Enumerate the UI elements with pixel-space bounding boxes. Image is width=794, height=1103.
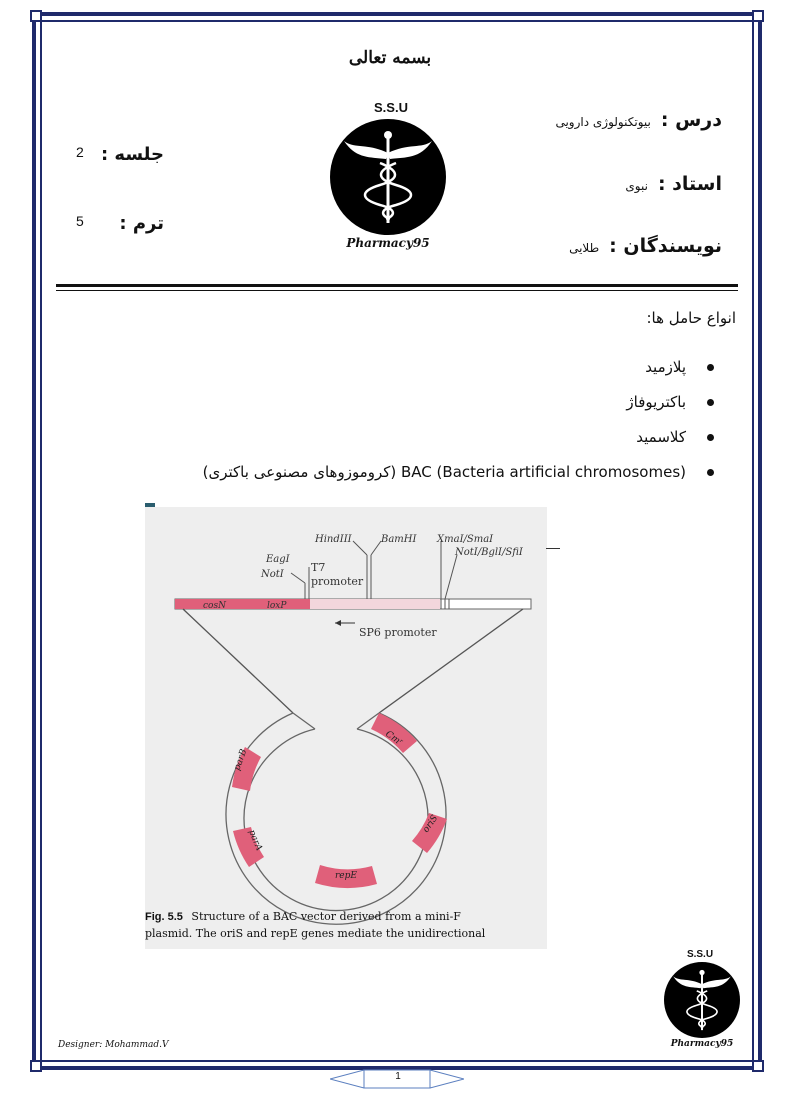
para-label: parA (246, 828, 264, 853)
instructor-label: استاد : (657, 173, 722, 195)
course-label: درس : (660, 109, 722, 131)
term-field (76, 213, 186, 237)
instructor-field (625, 173, 722, 195)
vector-types-list (114, 356, 714, 496)
caduceus-icon (664, 962, 740, 1038)
bac-vector-figure (145, 507, 547, 949)
figure-caption-line1: Fig. 5.5 Structure of a BAC vector derived from a mini-F (145, 910, 461, 923)
header-divider-thin (56, 290, 738, 291)
cmr-label: Cmʳ (383, 729, 405, 749)
authors-field (569, 235, 722, 257)
footer-logo-top-label: S.S.U (686, 949, 714, 960)
repe-label: repE (335, 871, 357, 881)
caduceus-icon (330, 119, 446, 235)
list-item: BAC (Bacteria artificial chromosomes) (کروموزوهای مصنوعی باکتری) (114, 461, 714, 496)
frame-corner-ornament (752, 1060, 764, 1072)
footer-logo-caption: Pharmacy95 (670, 1039, 734, 1049)
hindiii-label: HindIII (315, 534, 352, 545)
polylinker-segment (310, 599, 440, 609)
footer-pharmacy-logo (664, 962, 740, 1038)
frame-corner-ornament (30, 1060, 42, 1072)
logo-top-label: S.S.U (374, 100, 408, 115)
sp6-promoter-label: SP6 promoter (359, 626, 437, 639)
eagi-label: EagI (266, 554, 290, 565)
authors-value: طلایی (569, 241, 600, 255)
oris-label: oriS (421, 813, 441, 835)
logo-caption: Pharmacy95 (346, 236, 430, 250)
figure-caption-line2: plasmid. The oriS and repE genes mediate the unidirectional (145, 927, 486, 940)
xmai-smai-label: XmaI/SmaI (437, 534, 494, 545)
header-divider (56, 284, 738, 287)
session-label: جلسه : (100, 144, 164, 165)
frame-corner-ornament (752, 10, 764, 22)
basmala-heading: بسمه تعالی (348, 48, 432, 68)
figure-side-dash (546, 548, 560, 549)
frame-corner-ornament (30, 10, 42, 22)
list-item: پلازمید (114, 356, 714, 391)
page-number: 1 (395, 1071, 401, 1082)
loxp-label: loxP (267, 601, 287, 611)
t7-label: T7 (311, 561, 326, 574)
cosn-label: cosN (203, 601, 226, 611)
pharmacy-logo (330, 119, 446, 235)
session-value: 2 (76, 144, 84, 160)
section-title: انواع حامل ها: (646, 309, 736, 327)
instructor-value: نبوی (625, 179, 648, 193)
noti-label: NotI (261, 569, 284, 580)
session-field (76, 144, 186, 168)
term-value: 5 (76, 213, 84, 229)
list-item: باکتریوفاژ (114, 391, 714, 426)
designer-credit: Designer: Mohammad.V (58, 1040, 169, 1050)
authors-label: نویسندگان : (609, 235, 722, 257)
noti-bgli-sfii-label: NotI/BglI/SfiI (455, 547, 523, 558)
t7-promoter-label: promoter (311, 575, 364, 588)
bamhi-label: BamHI (381, 534, 417, 545)
parb-label: parB (232, 747, 250, 773)
cosn-loxp-segment (175, 599, 310, 609)
list-item: کلاسمید (114, 426, 714, 461)
bac-vector-diagram (145, 507, 547, 949)
term-label: ترم : (119, 213, 164, 234)
course-field (555, 109, 722, 131)
course-value: بیوتکنولوژی دارویی (555, 115, 651, 129)
